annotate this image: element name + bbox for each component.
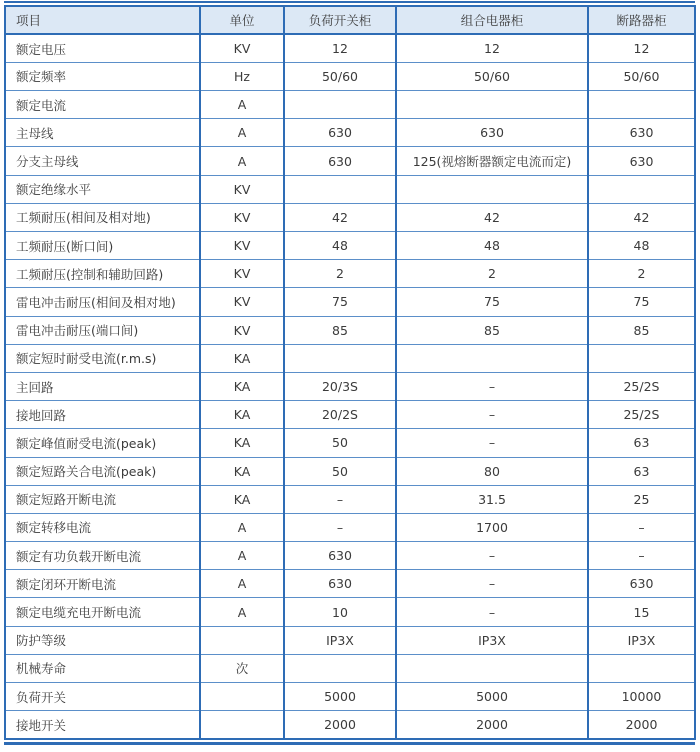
top-rule bbox=[4, 1, 695, 3]
value-cell: 50 bbox=[284, 457, 396, 485]
unit-cell: KA bbox=[200, 485, 284, 513]
header-row bbox=[5, 6, 695, 34]
table-row bbox=[5, 119, 695, 147]
table-row bbox=[5, 260, 695, 288]
table-row bbox=[5, 626, 695, 654]
value-cell: – bbox=[396, 570, 588, 598]
value-cell: – bbox=[396, 429, 588, 457]
unit-cell: A bbox=[200, 147, 284, 175]
item-cell: 雷电冲击耐压(相间及相对地) bbox=[5, 288, 200, 316]
unit-cell: A bbox=[200, 119, 284, 147]
value-cell: 10000 bbox=[588, 683, 695, 711]
value-cell: 85 bbox=[284, 316, 396, 344]
item-cell: 额定短路关合电流(peak) bbox=[5, 457, 200, 485]
value-cell: 50/60 bbox=[284, 62, 396, 90]
value-cell: 42 bbox=[588, 203, 695, 231]
value-cell: 630 bbox=[588, 147, 695, 175]
value-cell: 42 bbox=[396, 203, 588, 231]
table-row bbox=[5, 513, 695, 541]
table-row bbox=[5, 542, 695, 570]
value-cell: 2000 bbox=[284, 711, 396, 739]
value-cell: IP3X bbox=[284, 626, 396, 654]
value-cell: 2 bbox=[396, 260, 588, 288]
item-cell: 额定峰值耐受电流(peak) bbox=[5, 429, 200, 457]
value-cell: 85 bbox=[396, 316, 588, 344]
table-row bbox=[5, 344, 695, 372]
unit-cell: KA bbox=[200, 401, 284, 429]
value-cell: 2000 bbox=[396, 711, 588, 739]
value-cell: 20/3S bbox=[284, 372, 396, 400]
item-cell: 额定绝缘水平 bbox=[5, 175, 200, 203]
value-cell: 48 bbox=[284, 232, 396, 260]
table-row bbox=[5, 62, 695, 90]
table-row bbox=[5, 485, 695, 513]
value-cell: 48 bbox=[588, 232, 695, 260]
item-cell: 额定转移电流 bbox=[5, 513, 200, 541]
unit-cell: KV bbox=[200, 34, 284, 62]
column-header-unit: 单位 bbox=[200, 6, 284, 34]
unit-cell: KV bbox=[200, 316, 284, 344]
item-cell: 额定闭环开断电流 bbox=[5, 570, 200, 598]
value-cell: 75 bbox=[396, 288, 588, 316]
value-cell: 5000 bbox=[284, 683, 396, 711]
value-cell: 85 bbox=[588, 316, 695, 344]
table-row bbox=[5, 457, 695, 485]
unit-cell: Hz bbox=[200, 62, 284, 90]
value-cell: – bbox=[284, 513, 396, 541]
item-cell: 接地开关 bbox=[5, 711, 200, 739]
item-cell: 工频耐压(断口间) bbox=[5, 232, 200, 260]
value-cell: 63 bbox=[588, 457, 695, 485]
item-cell: 雷电冲击耐压(端口间) bbox=[5, 316, 200, 344]
value-cell: 630 bbox=[284, 147, 396, 175]
table-row bbox=[5, 654, 695, 682]
value-cell: 80 bbox=[396, 457, 588, 485]
value-cell: 125(视熔断器额定电流而定) bbox=[396, 147, 588, 175]
value-cell: 10 bbox=[284, 598, 396, 626]
value-cell: IP3X bbox=[588, 626, 695, 654]
unit-cell: A bbox=[200, 598, 284, 626]
table-row bbox=[5, 401, 695, 429]
spec-table bbox=[4, 5, 696, 740]
value-cell bbox=[284, 175, 396, 203]
unit-cell bbox=[200, 626, 284, 654]
item-cell: 主母线 bbox=[5, 119, 200, 147]
value-cell: 5000 bbox=[396, 683, 588, 711]
table-row bbox=[5, 203, 695, 231]
value-cell bbox=[396, 344, 588, 372]
item-cell: 额定电压 bbox=[16, 41, 67, 57]
value-cell bbox=[588, 91, 695, 119]
value-cell: 630 bbox=[284, 119, 396, 147]
value-cell: 50/60 bbox=[396, 62, 588, 90]
unit-cell: 次 bbox=[200, 654, 284, 682]
item-cell: 防护等级 bbox=[5, 626, 200, 654]
unit-cell: KV bbox=[200, 232, 284, 260]
value-cell bbox=[396, 175, 588, 203]
value-cell: 63 bbox=[588, 429, 695, 457]
item-cell: 工频耐压(相间及相对地) bbox=[5, 203, 200, 231]
value-cell: 20/2S bbox=[284, 401, 396, 429]
unit-cell: A bbox=[200, 542, 284, 570]
value-cell: 48 bbox=[396, 232, 588, 260]
unit-cell: KA bbox=[200, 372, 284, 400]
value-cell: – bbox=[396, 401, 588, 429]
table-row bbox=[5, 175, 695, 203]
unit-cell: KV bbox=[200, 203, 284, 231]
value-cell: 12 bbox=[588, 34, 695, 62]
value-cell: – bbox=[396, 542, 588, 570]
unit-cell: KV bbox=[200, 260, 284, 288]
value-cell: 1700 bbox=[396, 513, 588, 541]
value-cell: 630 bbox=[284, 570, 396, 598]
value-cell: 50/60 bbox=[588, 62, 695, 90]
table-row bbox=[5, 429, 695, 457]
value-cell: 42 bbox=[284, 203, 396, 231]
value-cell bbox=[588, 654, 695, 682]
unit-cell: A bbox=[200, 91, 284, 119]
table-row bbox=[5, 147, 695, 175]
unit-cell: A bbox=[200, 570, 284, 598]
item-cell: 工频耐压(控制和辅助回路) bbox=[5, 260, 200, 288]
value-cell: 630 bbox=[588, 570, 695, 598]
table-row bbox=[5, 34, 695, 62]
value-cell: – bbox=[396, 372, 588, 400]
value-cell: 75 bbox=[284, 288, 396, 316]
value-cell: – bbox=[396, 598, 588, 626]
item-cell: 额定电流 bbox=[5, 91, 200, 119]
column-header-combined-cabinet: 组合电器柜 bbox=[396, 6, 588, 34]
table-row bbox=[5, 372, 695, 400]
value-cell: 2 bbox=[588, 260, 695, 288]
table-row bbox=[5, 711, 695, 739]
column-header-item: 项目 bbox=[5, 6, 200, 34]
value-cell: 50 bbox=[284, 429, 396, 457]
value-cell: 630 bbox=[284, 542, 396, 570]
value-cell: 630 bbox=[396, 119, 588, 147]
value-cell bbox=[396, 654, 588, 682]
value-cell bbox=[588, 175, 695, 203]
unit-cell: KV bbox=[200, 175, 284, 203]
value-cell: 25/2S bbox=[588, 401, 695, 429]
value-cell: 12 bbox=[396, 34, 588, 62]
value-cell: 2 bbox=[284, 260, 396, 288]
column-header-breaker-cabinet: 断路器柜 bbox=[588, 6, 695, 34]
table-row bbox=[5, 288, 695, 316]
value-cell: – bbox=[284, 485, 396, 513]
value-cell: – bbox=[588, 513, 695, 541]
column-header-load-switch: 负荷开关柜 bbox=[284, 6, 396, 34]
value-cell: 15 bbox=[588, 598, 695, 626]
value-cell bbox=[284, 344, 396, 372]
table-row bbox=[5, 683, 695, 711]
value-cell: – bbox=[588, 542, 695, 570]
unit-cell: A bbox=[200, 513, 284, 541]
table-row bbox=[5, 232, 695, 260]
value-cell: 25 bbox=[588, 485, 695, 513]
unit-cell: KA bbox=[200, 344, 284, 372]
bottom-rule bbox=[4, 742, 695, 745]
item-cell: 主回路 bbox=[5, 372, 200, 400]
item-cell: 负荷开关 bbox=[5, 683, 200, 711]
item-cell: 额定有功负载开断电流 bbox=[5, 542, 200, 570]
item-cell: 额定短时耐受电流(r.m.s) bbox=[5, 344, 200, 372]
value-cell: 75 bbox=[588, 288, 695, 316]
value-cell: 31.5 bbox=[396, 485, 588, 513]
table-row bbox=[5, 598, 695, 626]
unit-cell: KV bbox=[200, 288, 284, 316]
value-cell: 25/2S bbox=[588, 372, 695, 400]
table-row bbox=[5, 316, 695, 344]
value-cell bbox=[588, 344, 695, 372]
item-cell: 额定电缆充电开断电流 bbox=[5, 598, 200, 626]
value-cell: 630 bbox=[588, 119, 695, 147]
unit-cell bbox=[200, 711, 284, 739]
item-cell: 接地回路 bbox=[5, 401, 200, 429]
item-cell: 机械寿命 bbox=[5, 654, 200, 682]
value-cell bbox=[396, 91, 588, 119]
value-cell: 12 bbox=[284, 34, 396, 62]
unit-cell: KA bbox=[200, 429, 284, 457]
item-cell: 分支主母线 bbox=[5, 147, 200, 175]
table-row bbox=[5, 570, 695, 598]
spec-table-body bbox=[5, 34, 695, 739]
unit-cell bbox=[200, 683, 284, 711]
value-cell bbox=[284, 91, 396, 119]
item-cell: 额定短路开断电流 bbox=[5, 485, 200, 513]
value-cell bbox=[284, 654, 396, 682]
table-row bbox=[5, 91, 695, 119]
value-cell: IP3X bbox=[396, 626, 588, 654]
item-cell: 额定频率 bbox=[5, 62, 200, 90]
value-cell: 2000 bbox=[588, 711, 695, 739]
unit-cell: KA bbox=[200, 457, 284, 485]
